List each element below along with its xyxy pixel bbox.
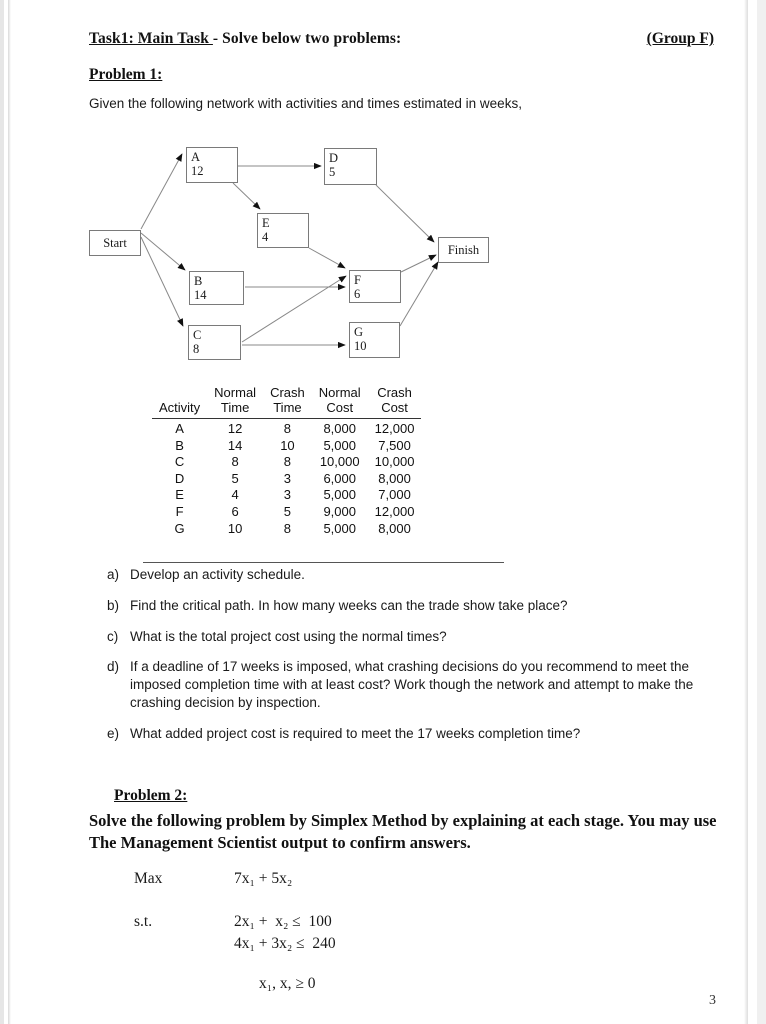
cell-activity: D [174,470,185,486]
node-start-label: Start [103,236,127,250]
node-F-label: F [354,273,361,287]
objective-row [134,870,554,888]
activity-network-diagram [4,130,524,380]
cell-crash-cost: 10,000 [374,454,415,470]
list-item [107,566,707,584]
max-label: Max [134,870,163,887]
node-B-label: B [194,274,203,288]
cell-crash-cost: 8,000 [378,470,411,486]
col-crash-cost-top: Crash [377,385,412,400]
task-heading [89,30,401,48]
cell-crash-time: 5 [283,504,292,519]
node-C [188,325,241,360]
list-item [107,597,707,615]
cell-crash-time: 8 [283,520,292,536]
node-B-duration: 14 [194,288,207,302]
linear-program-formulation [134,870,554,993]
cell-crash-time: 10 [280,437,295,453]
task-heading-underlined: Task1: Main Task [89,30,213,47]
node-B [189,271,244,305]
activity-crash-table [152,386,421,537]
question-marker: e) [107,725,120,741]
constraint-row-1 [134,913,554,931]
table-row [152,438,421,455]
cell-activity: F [175,504,184,519]
table-head [152,386,421,418]
question-text: What added project cost is required to meet the 17 weeks completion time? [130,725,581,741]
cell-normal-cost: 6,000 [323,470,356,486]
node-F-duration: 6 [354,287,361,301]
cell-activity: A [175,420,184,436]
cell-activity: E [175,487,184,503]
table-row [152,454,421,471]
cell-normal-time: 8 [231,454,239,470]
cell-crash-cost: 8,000 [378,520,411,536]
cell-normal-cost: 10,000 [319,454,360,470]
list-item [107,725,707,743]
cell-normal-cost: 9,000 [323,504,356,519]
cell-crash-time: 8 [283,454,292,470]
problem1-intro: Given the following network with activities and times estimated in weeks, [89,96,522,111]
col-activity: Activity [152,401,207,418]
col-crash-time-top: Crash [270,385,305,400]
node-D [324,148,377,185]
node-E-label: E [262,216,270,230]
cell-activity: C [174,454,185,470]
col-normal-cost: Cost [312,401,368,418]
question-marker: a) [107,567,120,582]
node-E [257,213,309,248]
cell-normal-time: 14 [227,437,243,453]
table-row [152,487,421,504]
table-row [152,504,421,521]
cell-normal-time: 5 [231,470,239,486]
node-E-duration: 4 [262,230,269,244]
node-D-duration: 5 [329,165,336,179]
node-D-label: D [329,151,339,165]
col-normal-time: Time [207,401,263,418]
col-normal-time-top: Normal [214,385,257,400]
question-text: Find the critical path. In how many weeks can the trade show take place? [130,597,568,613]
table-body [152,418,421,537]
cell-normal-cost: 5,000 [323,520,356,536]
task-heading-rest: - Solve below two problems: [212,30,402,47]
constraint-row-2 [134,935,554,953]
problem2-title: Problem 2: [114,787,188,804]
node-G-label: G [354,325,364,339]
page-right-edge-shadow [744,0,748,1024]
cell-crash-cost: 12,000 [374,420,415,436]
list-item [107,658,707,711]
group-label: (Group F) [646,30,714,47]
col-normal-cost-top: Normal [318,385,361,400]
objective-function: 7x₁ + 5x₂ [234,870,293,887]
cell-activity: G [174,520,185,536]
node-F [349,270,401,303]
page-number: 3 [709,993,716,1008]
cell-crash-cost: 7,500 [378,437,411,453]
question-marker: d) [107,659,120,675]
question-text: Develop an activity schedule. [130,567,305,582]
table-bottom-rule [143,562,504,563]
node-C-label: C [193,328,202,342]
problem2-intro: Solve the following problem by Simplex Method by explaining at each stage. You may use The Management Scientist output to confirm answers. [89,811,717,852]
table-row [152,471,421,488]
col-activity-top [152,386,207,401]
cell-normal-time: 12 [227,420,243,436]
problem1-title: Problem 1: [89,66,163,83]
cell-normal-cost: 5,000 [323,437,356,453]
problem1-question-list [107,566,707,756]
constraint-2: 4x₁ + 3x₂ ≤ 240 [234,935,336,952]
node-finish [438,237,489,263]
cell-crash-time: 8 [283,420,292,436]
node-G-duration: 10 [354,339,367,353]
nonnegativity-constraint: x₁, x, ≥ 0 [259,975,316,992]
constraint-1: 2x₁ + x₂ ≤ 100 [234,913,332,930]
table-row [152,521,421,538]
question-text: What is the total project cost using the normal times? [130,628,447,644]
col-crash-cost: Cost [368,401,422,418]
cell-crash-cost: 7,000 [378,487,411,503]
node-start [89,230,141,256]
question-text: If a deadline of 17 weeks is imposed, what crashing decisions do you recommend to meet the imposed completion time with at least cost? Work though the network and attempt to make the crashing decision by inspection. [130,659,694,711]
cell-crash-cost: 12,000 [374,504,415,519]
cell-normal-time: 10 [227,520,243,536]
subject-to-label: s.t. [134,913,153,930]
node-C-duration: 8 [193,342,200,356]
table-header-row-top [152,386,421,401]
node-finish-label: Finish [447,243,480,257]
node-A-label: A [191,150,201,164]
cell-normal-time: 6 [231,504,239,519]
list-item [107,628,707,646]
question-marker: c) [107,628,119,644]
cell-crash-time: 3 [283,487,292,503]
constraint-spacer [134,935,234,953]
cell-normal-time: 4 [231,487,239,503]
node-G [349,322,400,358]
table-row [152,418,421,437]
cell-activity: B [175,437,184,453]
table-header-row-bottom [152,401,421,418]
col-crash-time: Time [263,401,312,418]
cell-crash-time: 3 [283,470,292,486]
node-A-duration: 12 [191,164,204,178]
document-header [89,30,714,48]
node-A [186,147,238,183]
cell-normal-cost: 8,000 [323,420,356,436]
question-marker: b) [107,597,120,613]
cell-normal-cost: 5,000 [323,487,356,503]
